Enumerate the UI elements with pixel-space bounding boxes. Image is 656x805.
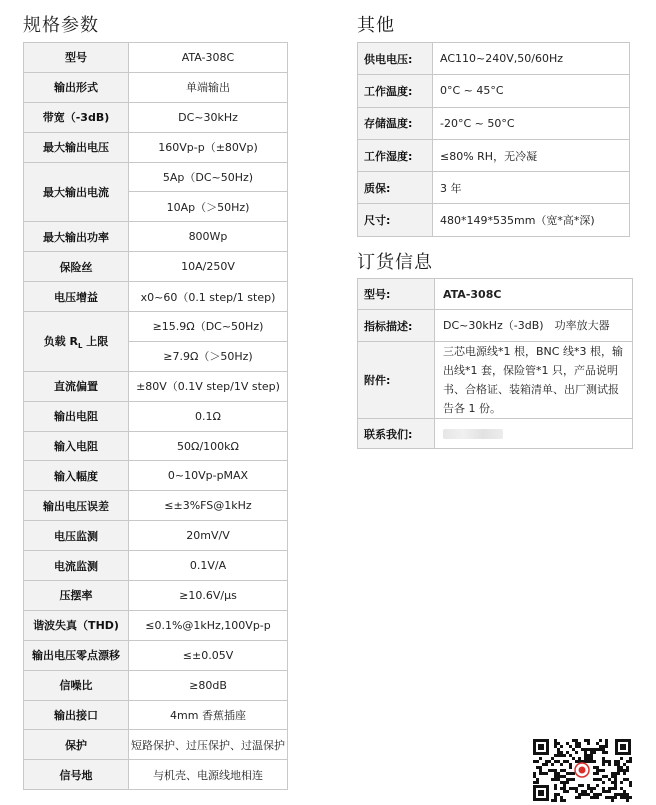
table-row [358, 172, 630, 204]
table-row [24, 72, 288, 102]
dc-offset-value: ±80V（0.1V step/1V step) [129, 371, 288, 401]
table-row [358, 107, 630, 139]
contact-label: 联系我们: [358, 419, 435, 449]
table-row [358, 75, 630, 107]
qr-code-icon[interactable] [531, 737, 633, 803]
fuse-value: 10A/250V [129, 252, 288, 282]
voltage-gain-value: x0~60（0.1 step/1 step) [129, 282, 288, 312]
op-temp-value: 0°C ~ 45°C [433, 75, 630, 107]
order-model-value: ATA-308C [435, 279, 633, 310]
thd-value: ≤0.1%@1kHz,100Vp-p [129, 610, 288, 640]
table-row [24, 730, 288, 760]
size-label: 尺寸: [358, 204, 433, 236]
output-interface-value: 4mm 香蕉插座 [129, 700, 288, 730]
other-section-title: 其他 [357, 15, 395, 36]
load-label-tail: 上限 [82, 334, 109, 348]
storage-temp-value: -20°C ~ 50°C [433, 107, 630, 139]
slew-rate-value: ≥10.6V/μs [129, 581, 288, 611]
zero-drift-value: ≤±0.05V [129, 640, 288, 670]
snr-value: ≥80dB [129, 670, 288, 700]
op-temp-label: 工作温度: [358, 75, 433, 107]
voltage-gain-label: 电压增益 [24, 282, 129, 312]
output-form-value: 单端输出 [129, 72, 288, 102]
desc-label: 指标描述: [358, 310, 435, 342]
table-row [24, 760, 288, 790]
load-label-sub: L [78, 342, 83, 350]
spec-table [23, 42, 288, 790]
load-label [24, 312, 129, 372]
table-row [24, 610, 288, 640]
model-label: 型号 [24, 43, 129, 73]
storage-temp-label: 存储温度: [358, 107, 433, 139]
table-row [24, 461, 288, 491]
max-voltage-label: 最大输出电压 [24, 132, 129, 162]
table-row [24, 282, 288, 312]
zero-drift-label: 输出电压零点漂移 [24, 640, 129, 670]
current-monitor-label: 电流监测 [24, 551, 129, 581]
model-value: ATA-308C [129, 43, 288, 73]
voltage-monitor-value: 20mV/V [129, 521, 288, 551]
output-resistance-label: 输出电阻 [24, 401, 129, 431]
accessories-label: 附件: [358, 342, 435, 419]
power-value: AC110~240V,50/60Hz [433, 43, 630, 75]
protection-label: 保护 [24, 730, 129, 760]
order-model-label: 型号: [358, 279, 435, 310]
contact-value [435, 419, 633, 449]
max-power-value: 800Wp [129, 222, 288, 252]
dc-offset-label: 直流偏置 [24, 371, 129, 401]
table-row [24, 521, 288, 551]
input-amplitude-value: 0~10Vp-pMAX [129, 461, 288, 491]
bandwidth-value: DC~30kHz [129, 102, 288, 132]
table-row [358, 279, 633, 310]
table-row [24, 222, 288, 252]
output-form-label: 输出形式 [24, 72, 129, 102]
input-resistance-label: 输入电阻 [24, 431, 129, 461]
output-interface-label: 输出接口 [24, 700, 129, 730]
table-row [24, 371, 288, 401]
redacted-contact [443, 429, 503, 439]
input-resistance-value: 50Ω/100kΩ [129, 431, 288, 461]
load-value-2: ≥7.9Ω（＞50Hz) [129, 341, 288, 371]
load-label-main: 负载 R [43, 334, 78, 348]
table-row [358, 43, 630, 75]
table-row [24, 401, 288, 431]
table-row [24, 132, 288, 162]
table-row [358, 419, 633, 449]
fuse-label: 保险丝 [24, 252, 129, 282]
table-row [24, 102, 288, 132]
signal-ground-label: 信号地 [24, 760, 129, 790]
table-row [24, 252, 288, 282]
table-row [24, 162, 288, 192]
protection-value: 短路保护、过压保护、过温保护 [129, 730, 288, 760]
warranty-label: 质保: [358, 172, 433, 204]
table-row [24, 640, 288, 670]
load-value-1: ≥15.9Ω（DC~50Hz) [129, 312, 288, 342]
order-section-title: 订货信息 [357, 252, 433, 273]
current-monitor-value: 0.1V/A [129, 551, 288, 581]
slew-rate-label: 压摆率 [24, 581, 129, 611]
table-row [24, 670, 288, 700]
spec-section-title: 规格参数 [23, 15, 99, 36]
voltage-error-value: ≤±3%FS@1kHz [129, 491, 288, 521]
power-label: 供电电压: [358, 43, 433, 75]
max-current-label: 最大输出电流 [24, 162, 129, 222]
output-resistance-value: 0.1Ω [129, 401, 288, 431]
table-row [24, 312, 288, 342]
humidity-label: 工作湿度: [358, 139, 433, 171]
max-voltage-value: 160Vp-p（±80Vp) [129, 132, 288, 162]
bandwidth-label: 带宽（-3dB) [24, 102, 129, 132]
voltage-error-label: 输出电压误差 [24, 491, 129, 521]
signal-ground-value: 与机壳、电源线地相连 [129, 760, 288, 790]
table-row [358, 310, 633, 342]
table-row [24, 491, 288, 521]
snr-label: 信噪比 [24, 670, 129, 700]
max-power-label: 最大输出功率 [24, 222, 129, 252]
other-table [357, 42, 630, 237]
input-amplitude-label: 输入幅度 [24, 461, 129, 491]
max-current-value-2: 10Ap（＞50Hz) [129, 192, 288, 222]
table-row [24, 43, 288, 73]
table-row [358, 139, 630, 171]
desc-value: DC~30kHz（-3dB) 功率放大器 [435, 310, 633, 342]
order-table [357, 278, 633, 449]
max-current-value-1: 5Ap（DC~50Hz) [129, 162, 288, 192]
thd-label: 谐波失真（THD) [24, 610, 129, 640]
table-row [358, 342, 633, 419]
humidity-value: ≤80% RH，无冷凝 [433, 139, 630, 171]
warranty-value: 3 年 [433, 172, 630, 204]
size-value: 480*149*535mm（宽*高*深) [433, 204, 630, 236]
table-row [24, 551, 288, 581]
table-row [358, 204, 630, 236]
table-row [24, 581, 288, 611]
table-row [24, 700, 288, 730]
accessories-value: 三芯电源线*1 根，BNC 线*3 根，输出线*1 套，保险管*1 只，产品说明书、合格证、装箱清单、出厂测试报告各 1 份。 [435, 342, 633, 419]
table-row [24, 431, 288, 461]
voltage-monitor-label: 电压监测 [24, 521, 129, 551]
